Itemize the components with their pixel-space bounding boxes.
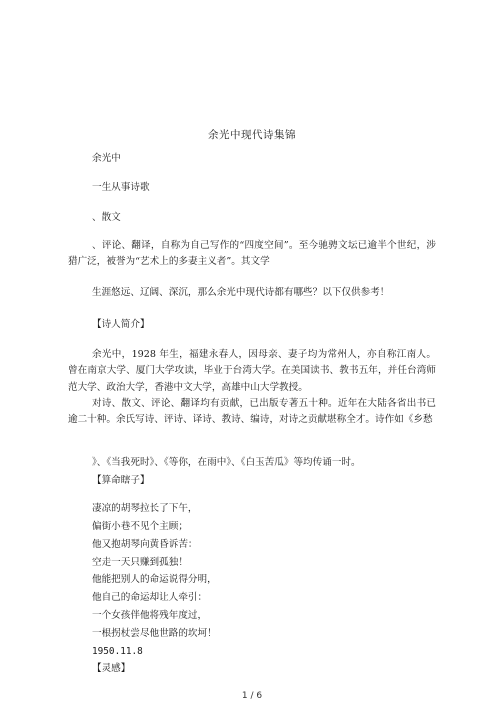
poem-line: 一个女孩伴他将残年度过， xyxy=(92,610,208,621)
author-line: 余光中 xyxy=(92,153,121,164)
section-heading: 【灵感】 xyxy=(92,663,131,674)
document-title: 余光中现代诗集锦 xyxy=(208,129,296,141)
paragraph: 余光中，1928 年生，福建永春人，因母亲、妻子均为常州人，亦自称江南人。曾在南京大学、厦门大学攻读，毕业于台湾大学。在美国读书、教书五年，并任台湾师范大学、政治大学，香港中文大学，高雄中山大学教授。 xyxy=(68,349,436,393)
poem-line: 一根拐杖尝尽他世路的坎坷！ xyxy=(92,628,217,639)
poem-date: 1950.11.8 xyxy=(92,646,143,657)
text-line: 一生从事诗歌 xyxy=(92,182,150,193)
poem-line: 凄凉的胡琴拉长了下午， xyxy=(92,503,198,514)
poem-line: 他能把别人的命运说得分明， xyxy=(92,574,217,585)
text-line: 生涯悠远、辽阔、深沉，那么余光中现代诗都有哪些？以下仅供参考！ xyxy=(92,287,390,298)
paragraph: 、评论、翻译，自称为自己写作的“四度空间”。至今驰骋文坛已逾半个世纪，涉猎广泛，被誉为“艺术上的多妻主义者”。其文学 xyxy=(68,240,436,268)
paragraph: 对诗、散文、评论、翻译均有贡献，已出版专著五十种。近年在大陆各省出书已逾二十种。余氏写诗、评诗、译诗、教诗、编诗，对诗之贡献堪称全才。诗作如《乡愁 xyxy=(68,398,436,426)
text-line: 》、《当我死时》、《等你，在雨中》、《白玉苦瓜》等均传诵一时。 xyxy=(92,457,361,468)
poem-line: 空走一天只赚到孤独！ xyxy=(92,557,188,568)
section-heading: 【算命瞎子】 xyxy=(92,475,150,486)
section-heading: 【诗人简介】 xyxy=(92,319,150,330)
poem-line: 他自己的命运却让人牵引： xyxy=(92,592,208,603)
page-divider xyxy=(68,682,436,683)
poem-line: 他又抱胡琴向黄昏诉苦： xyxy=(92,539,198,550)
poem-line: 偏街小巷不见个主顾； xyxy=(92,521,188,532)
page-number: 1 / 6 xyxy=(241,691,263,701)
text-line: 、散文 xyxy=(92,212,121,223)
